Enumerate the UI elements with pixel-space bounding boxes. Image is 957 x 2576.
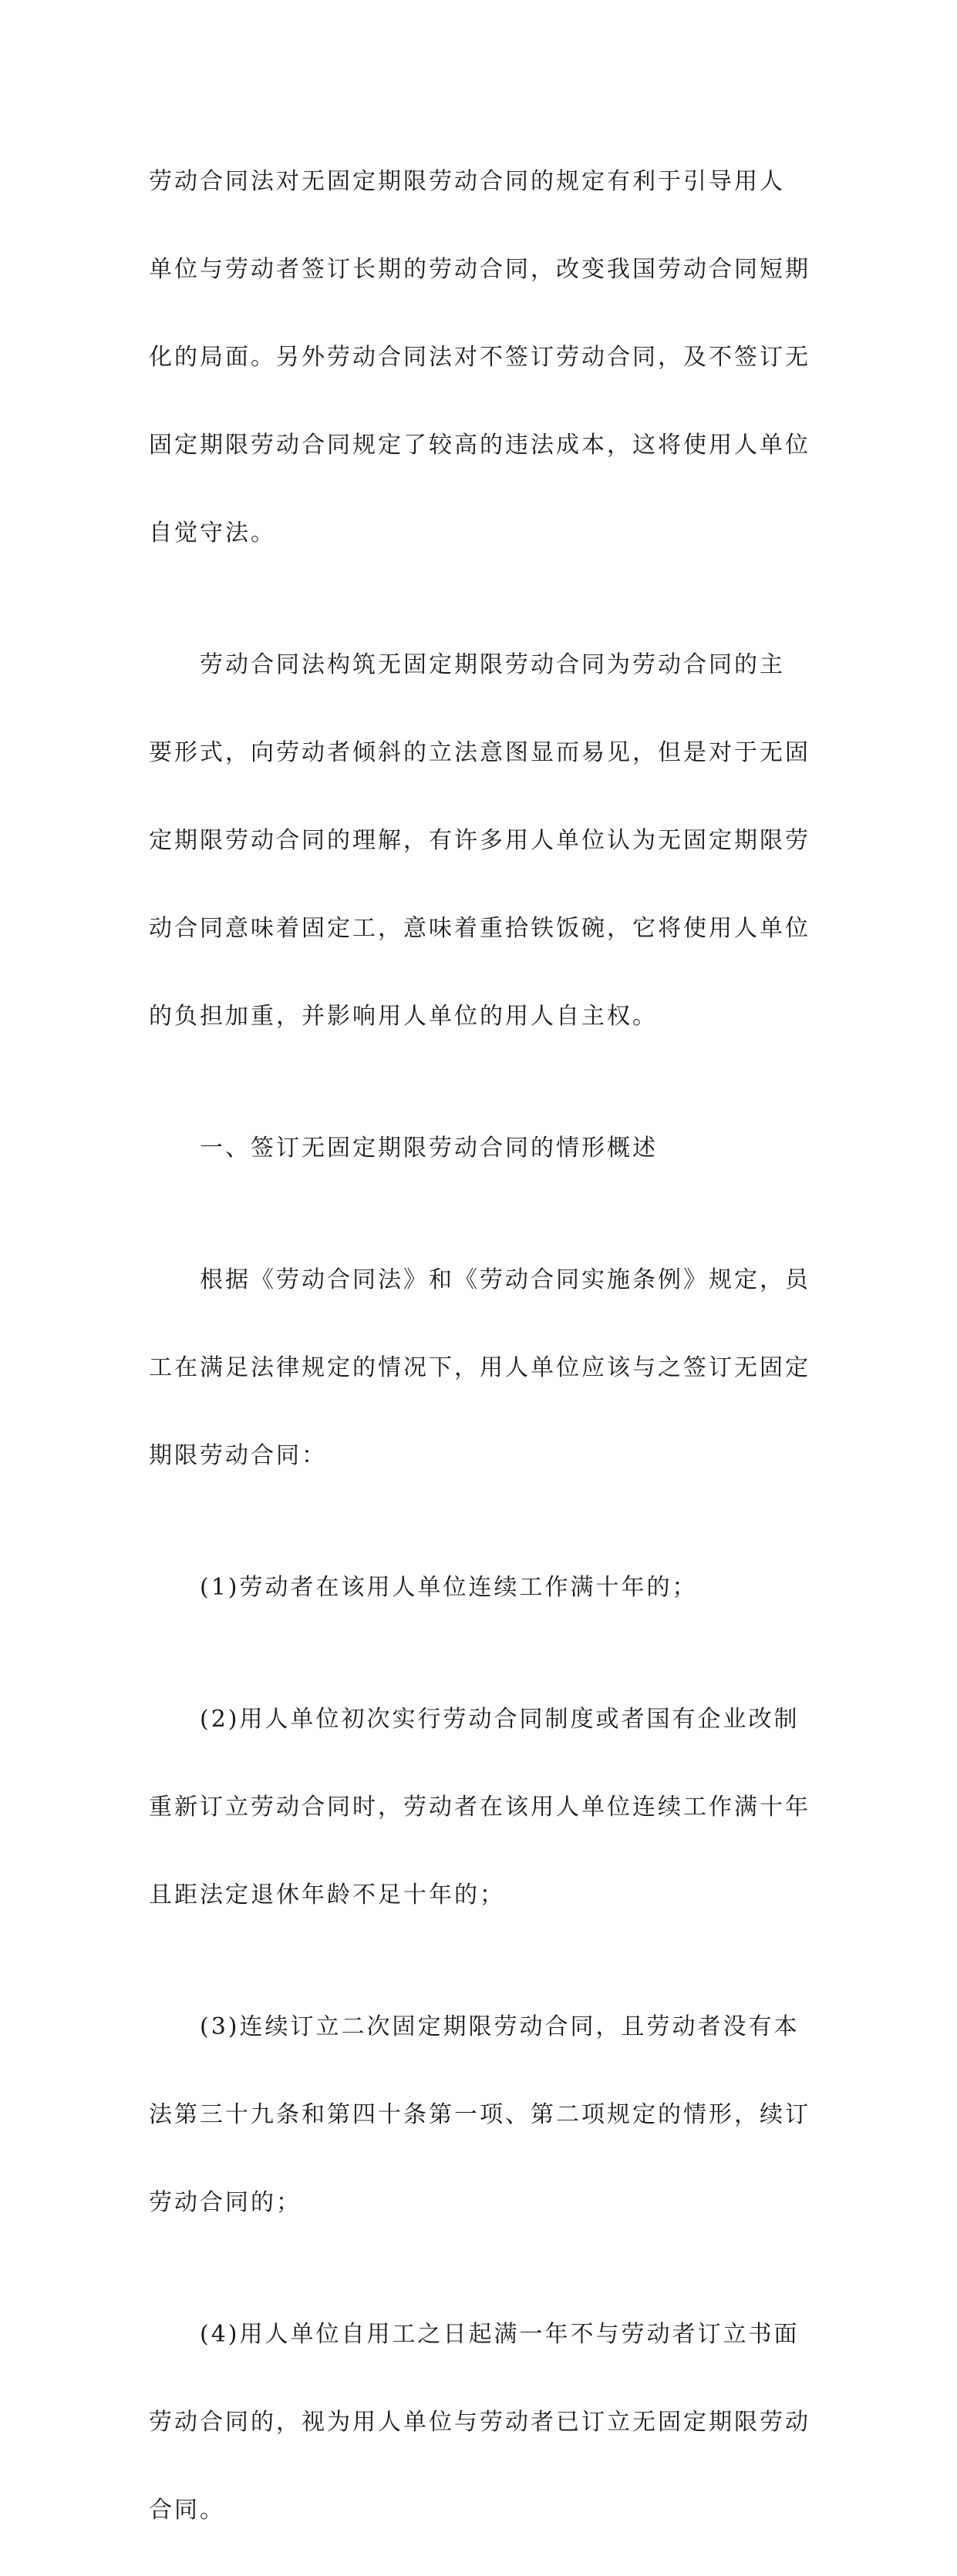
- document-page: [149, 116, 812, 2576]
- text-line: 期限劳动合同：: [149, 1442, 327, 1469]
- text-line: 重新订立劳动合同时，劳动者在该用人单位连续工作满十年: [149, 1794, 810, 1821]
- text-line: (2)用人单位初次实行劳动合同制度或者国有企业改制: [200, 1706, 800, 1733]
- section-heading: [149, 1082, 812, 1214]
- text-line: 劳动合同法对无固定期限劳动合同的规定有利于引导用人: [149, 168, 785, 195]
- text-line: 动合同意味着固定工，意味着重拾铁饭碗，它将使用人单位: [149, 915, 810, 942]
- text-line: (4)用人单位自用工之日起满一年不与劳动者订立书面: [200, 2321, 800, 2348]
- list-item-3: [149, 1961, 812, 2268]
- list-item-2: [149, 1653, 812, 1961]
- text-line: 单位与劳动者签订长期的劳动合同，改变我国劳动合同短期: [149, 256, 810, 283]
- text-line: 的负担加重，并影响用人单位的用人自主权。: [149, 1003, 658, 1030]
- text-line: 要形式，向劳动者倾斜的立法意图显而易见，但是对于无固: [149, 739, 810, 766]
- text-line: 工在满足法律规定的情况下，用人单位应该与之签订无固定: [149, 1354, 810, 1381]
- list-item-4: [149, 2268, 812, 2576]
- heading-line: 一、签订无固定期限劳动合同的情形概述: [200, 1135, 658, 1162]
- text-line: 劳动合同的；: [149, 2189, 302, 2216]
- paragraph-context: [149, 599, 812, 1082]
- text-line: 自觉守法。: [149, 520, 276, 546]
- text-line: 劳动合同的，视为用人单位与劳动者已订立无固定期限劳动: [149, 2409, 810, 2436]
- text-line: 化的局面。另外劳动合同法对不签订劳动合同，及不签订无: [149, 344, 810, 371]
- text-line: (3)连续订立二次固定期限劳动合同，且劳动者没有本: [200, 2013, 800, 2040]
- text-line: 且距法定退休年龄不足十年的；: [149, 1882, 505, 1908]
- text-line: 合同。: [149, 2497, 225, 2524]
- text-line: 定期限劳动合同的理解，有许多用人单位认为无固定期限劳: [149, 827, 810, 854]
- text-line: 劳动合同法构筑无固定期限劳动合同为劳动合同的主: [200, 651, 785, 678]
- paragraph-intro: [149, 116, 812, 599]
- paragraph-basis: [149, 1214, 812, 1522]
- text-line: 固定期限劳动合同规定了较高的违法成本，这将使用人单位: [149, 432, 810, 459]
- list-item-1: [149, 1522, 812, 1653]
- text-line: 根据《劳动合同法》和《劳动合同实施条例》规定，员: [200, 1266, 810, 1293]
- text-line: (1)劳动者在该用人单位连续工作满十年的；: [200, 1574, 698, 1601]
- text-line: 法第三十九条和第四十条第一项、第二项规定的情形，续订: [149, 2101, 810, 2128]
